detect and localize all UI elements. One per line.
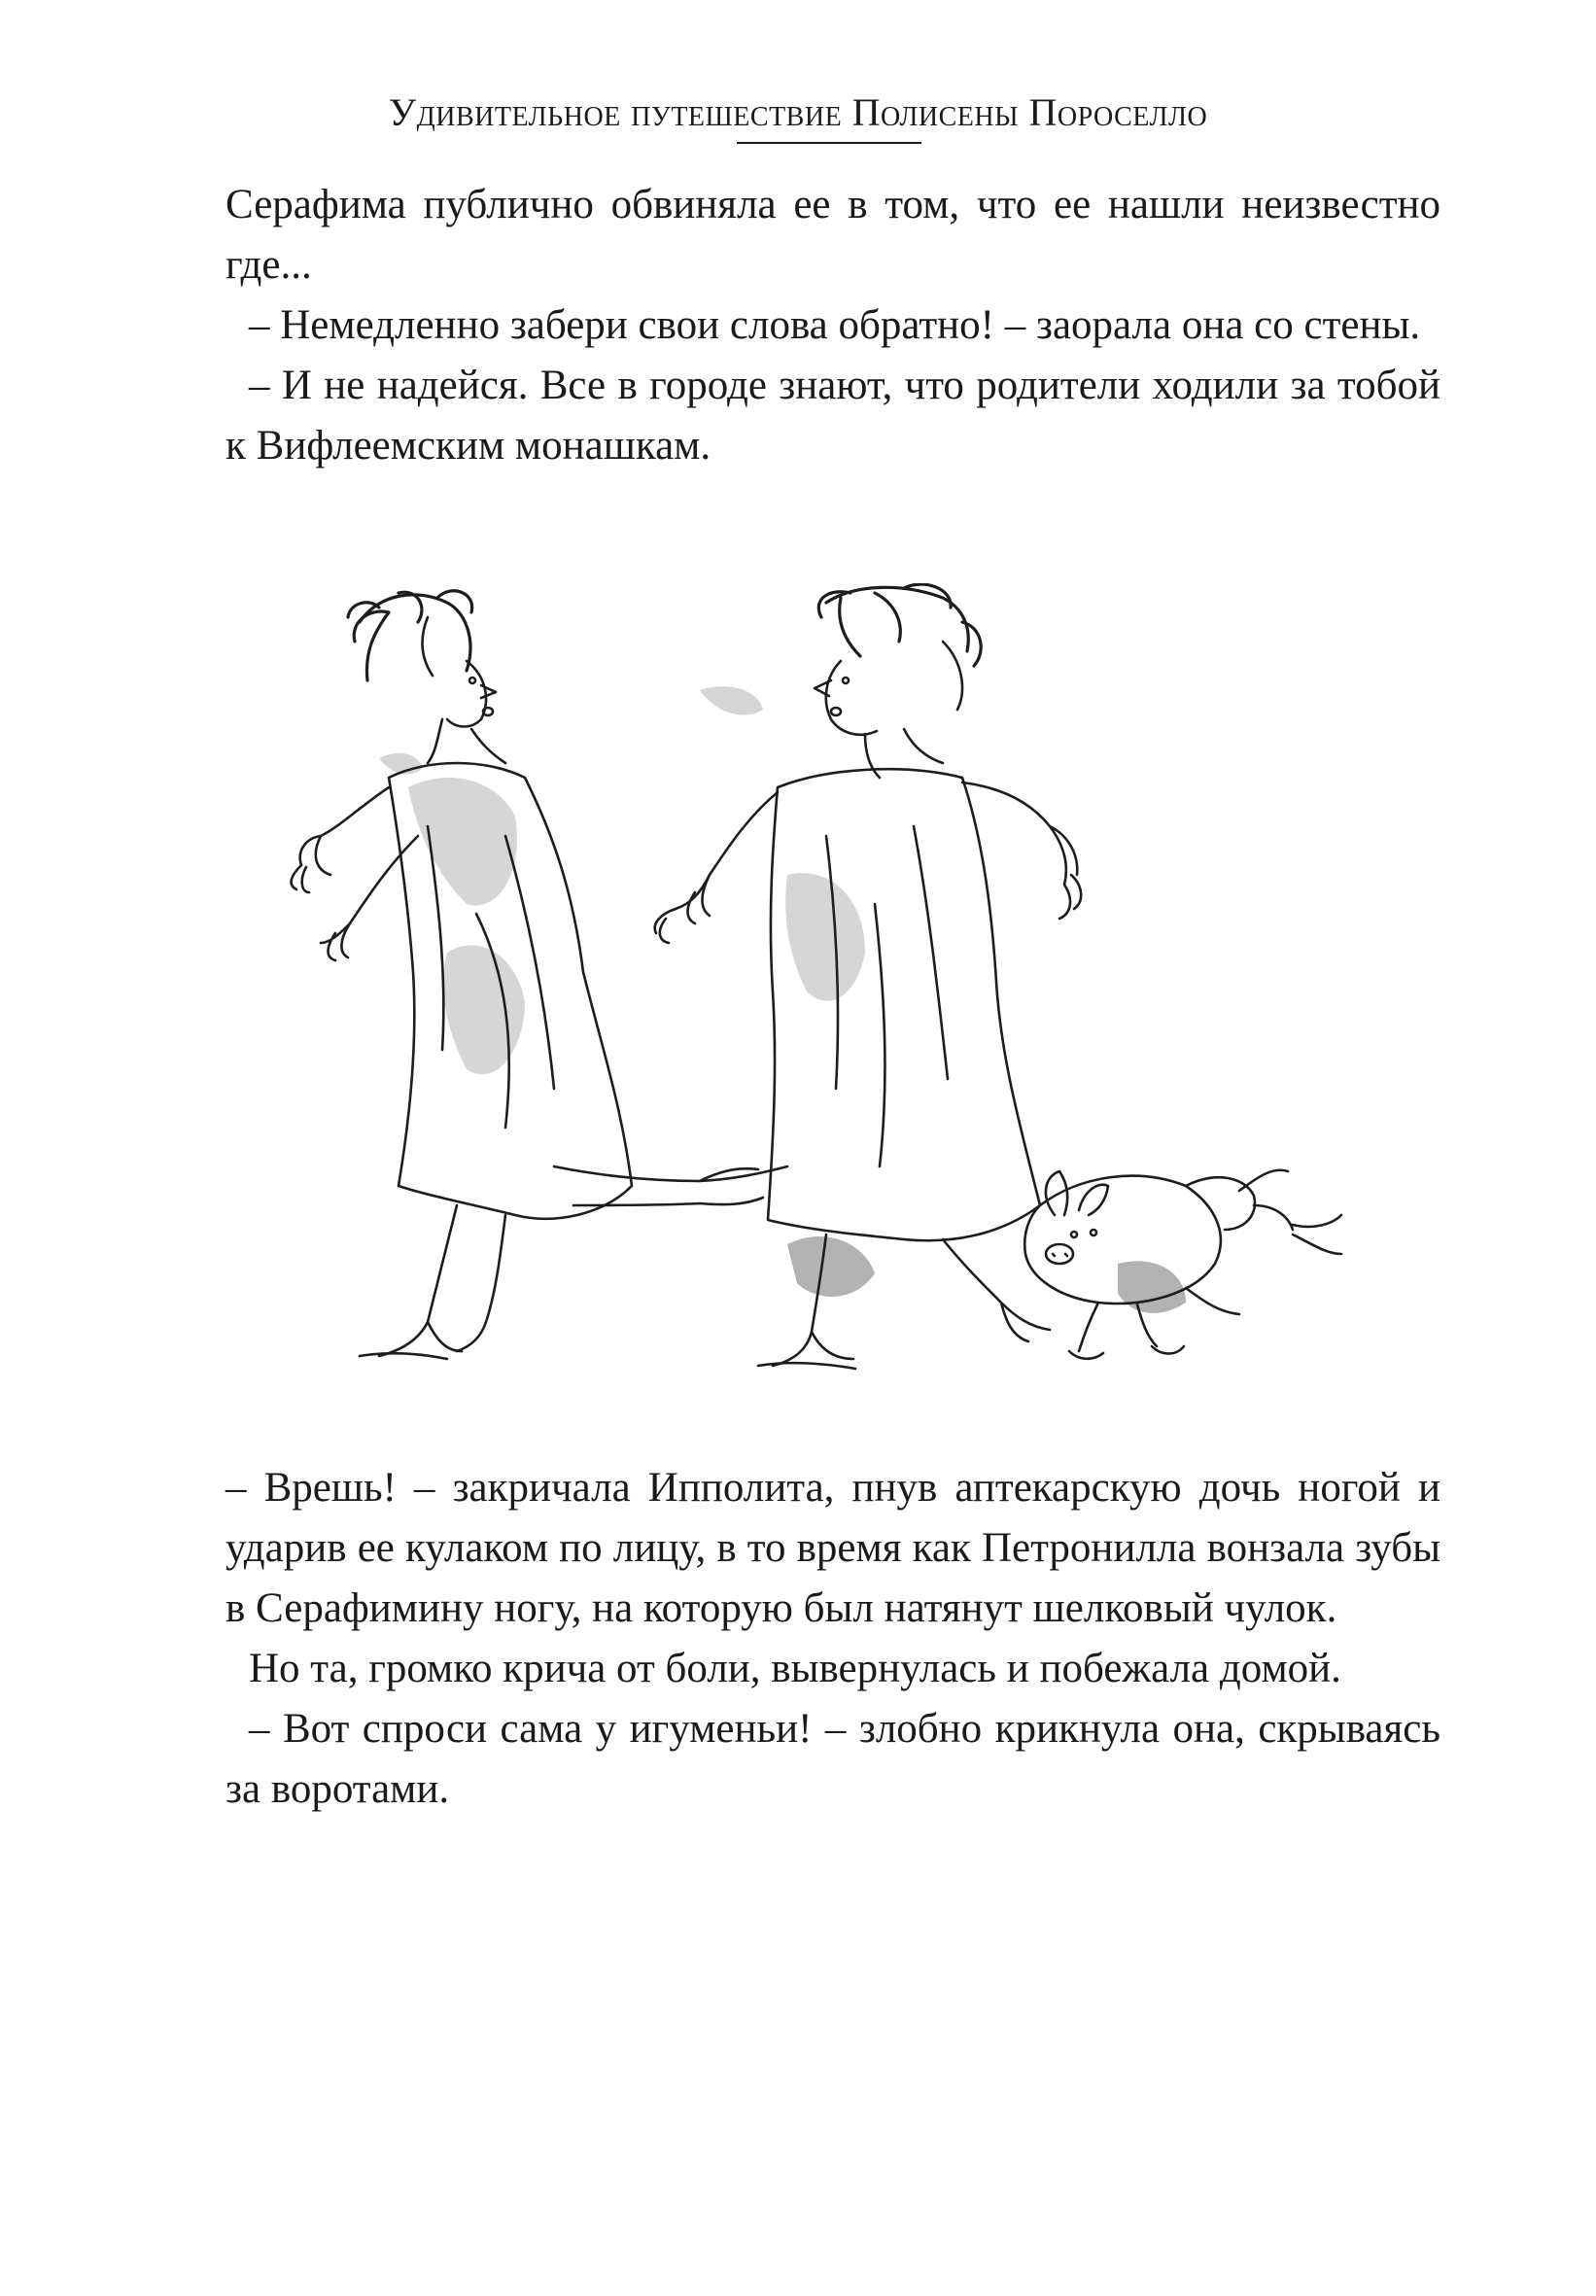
paragraph: – И не надейся. Все в городе знают, что родители ходили за тобой к Вифлеемским монашкам. — [226, 363, 1440, 469]
paragraph: Серафима публично обвиняла ее в том, что ее нашли неизвестно где... — [226, 182, 1440, 288]
text-block-bottom — [226, 1458, 1440, 1820]
paragraph: – Врешь! – закричала Ипполита, пнув аптекарскую дочь ногой и ударив ее кулаком по лицу, в то время как Петронилла вонзала зубы в Серафимину ногу, на которую был натянут шелковый чулок. — [226, 1465, 1440, 1631]
two-girls-fighting-pig-drawing-icon — [282, 583, 1409, 1380]
running-head: Удивительное путешествие Полисены Пороселло — [388, 90, 1208, 134]
running-head-rule — [737, 142, 921, 144]
text-block-top — [226, 175, 1440, 476]
paragraph: – Вот спроси сама у игуменьи! – злобно крикнула она, скрываясь за воротами. — [226, 1706, 1440, 1812]
paragraph: – Немедленно забери свои слова обратно! – заорала она со стены. — [249, 302, 1421, 348]
paragraph: Но та, громко крича от боли, вывернулась и побежала домой. — [249, 1646, 1341, 1691]
